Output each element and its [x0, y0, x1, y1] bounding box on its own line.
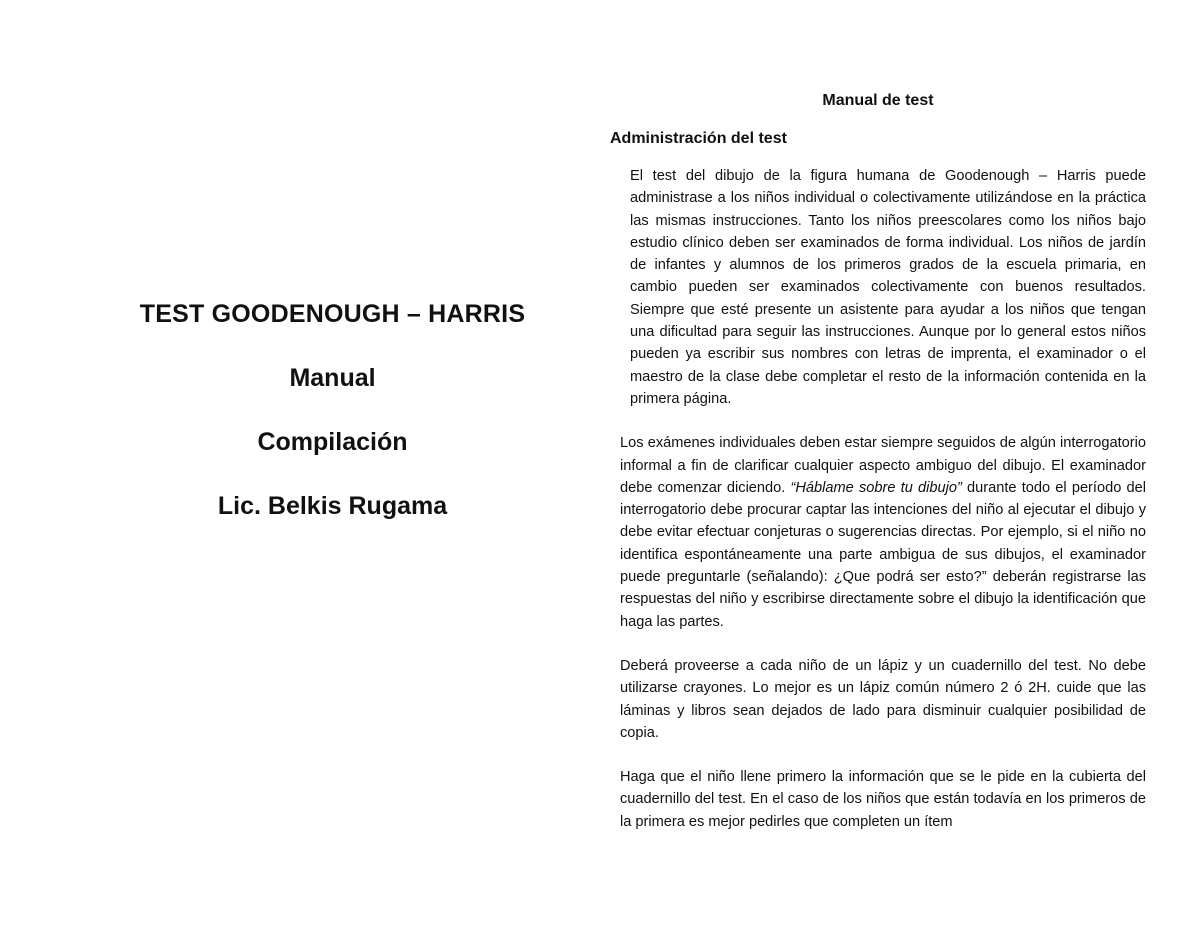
- paragraph-2-start: Los exámenes individuales deben estar siempre seguidos de algún interrogatorio informal a fin de clarificar cualquier aspecto ambiguo del dibujo. El examinador debe comenzar diciendo.: [620, 435, 1146, 496]
- paragraph-1: El test del dibujo de la figura humana de Goodenough – Harris puede administrase a los niños individual o colectivamente utilizándose en la práctica las mismas instrucciones. Tanto los niños preescolares como los niños bajo estudio clínico deben ser examinados de forma individual. Los niños de jardín de infantes y alumnos de los primeros grados de la escuela primaria, en cambio pueden ser examinados colectivamente con buenos resultados. Siempre que esté presente un asistente para ayudar a los niños que tengan una dificultad para seguir las instrucciones. Aunque por lo general estos niños pueden ya escribir sus nombres con letras de imprenta, el examinador o el maestro de la clase debe completar el resto de la información contenida en la primera página.: [630, 168, 1146, 407]
- paragraph-3: Deberá proveerse a cada niño de un lápiz y un cuadernillo del test. No debe utilizarse crayones. Lo mejor es un lápiz común número 2 ó 2H. cuide que las láminas y libros sean dejados de lado para disminuir cualquier posibilidad de copia.: [620, 657, 1146, 741]
- paragraph-2-quote: “Háblame sobre tu dibujo”: [790, 479, 962, 496]
- cover-subtitle: Manual: [289, 364, 376, 392]
- cover-title: TEST GOODENOUGH – HARRIS: [139, 300, 526, 328]
- manual-page: [610, 92, 1146, 833]
- cover-author: Lic. Belkis Rugama: [217, 492, 448, 520]
- paragraph-gap: [610, 633, 1146, 655]
- manual-heading: Manual de test: [822, 92, 934, 109]
- paragraph-2-end: durante todo el período del interrogatorio debe procurar captar las intenciones del niño al ejecutar el dibujo y debe evitar efectuar conjeturas o sugerencias directas. Por ejemplo, si el niño no identifica espontáneamente una parte ambigua de sus dibujos, el examinador puede preguntarle (señalando): ¿Que podrá ser esto?” deberán registrarse las respuestas del niño y escribirse directamente sobre el dibujo la identificación que haga las partes.: [620, 479, 1146, 630]
- section-title: Administración del test: [610, 130, 787, 147]
- cover-compilation: Compilación: [257, 428, 408, 456]
- paragraph-gap: [610, 410, 1146, 432]
- cover-page: [60, 300, 605, 556]
- paragraph-gap: [610, 744, 1146, 766]
- paragraph-2: [620, 432, 1146, 633]
- paragraph-4: Haga que el niño llene primero la información que se le pide en la cubierta del cuadernillo del test. En el caso de los niños que están todavía en los primeros de la primera es mejor pedirles que completen un ítem: [620, 769, 1146, 830]
